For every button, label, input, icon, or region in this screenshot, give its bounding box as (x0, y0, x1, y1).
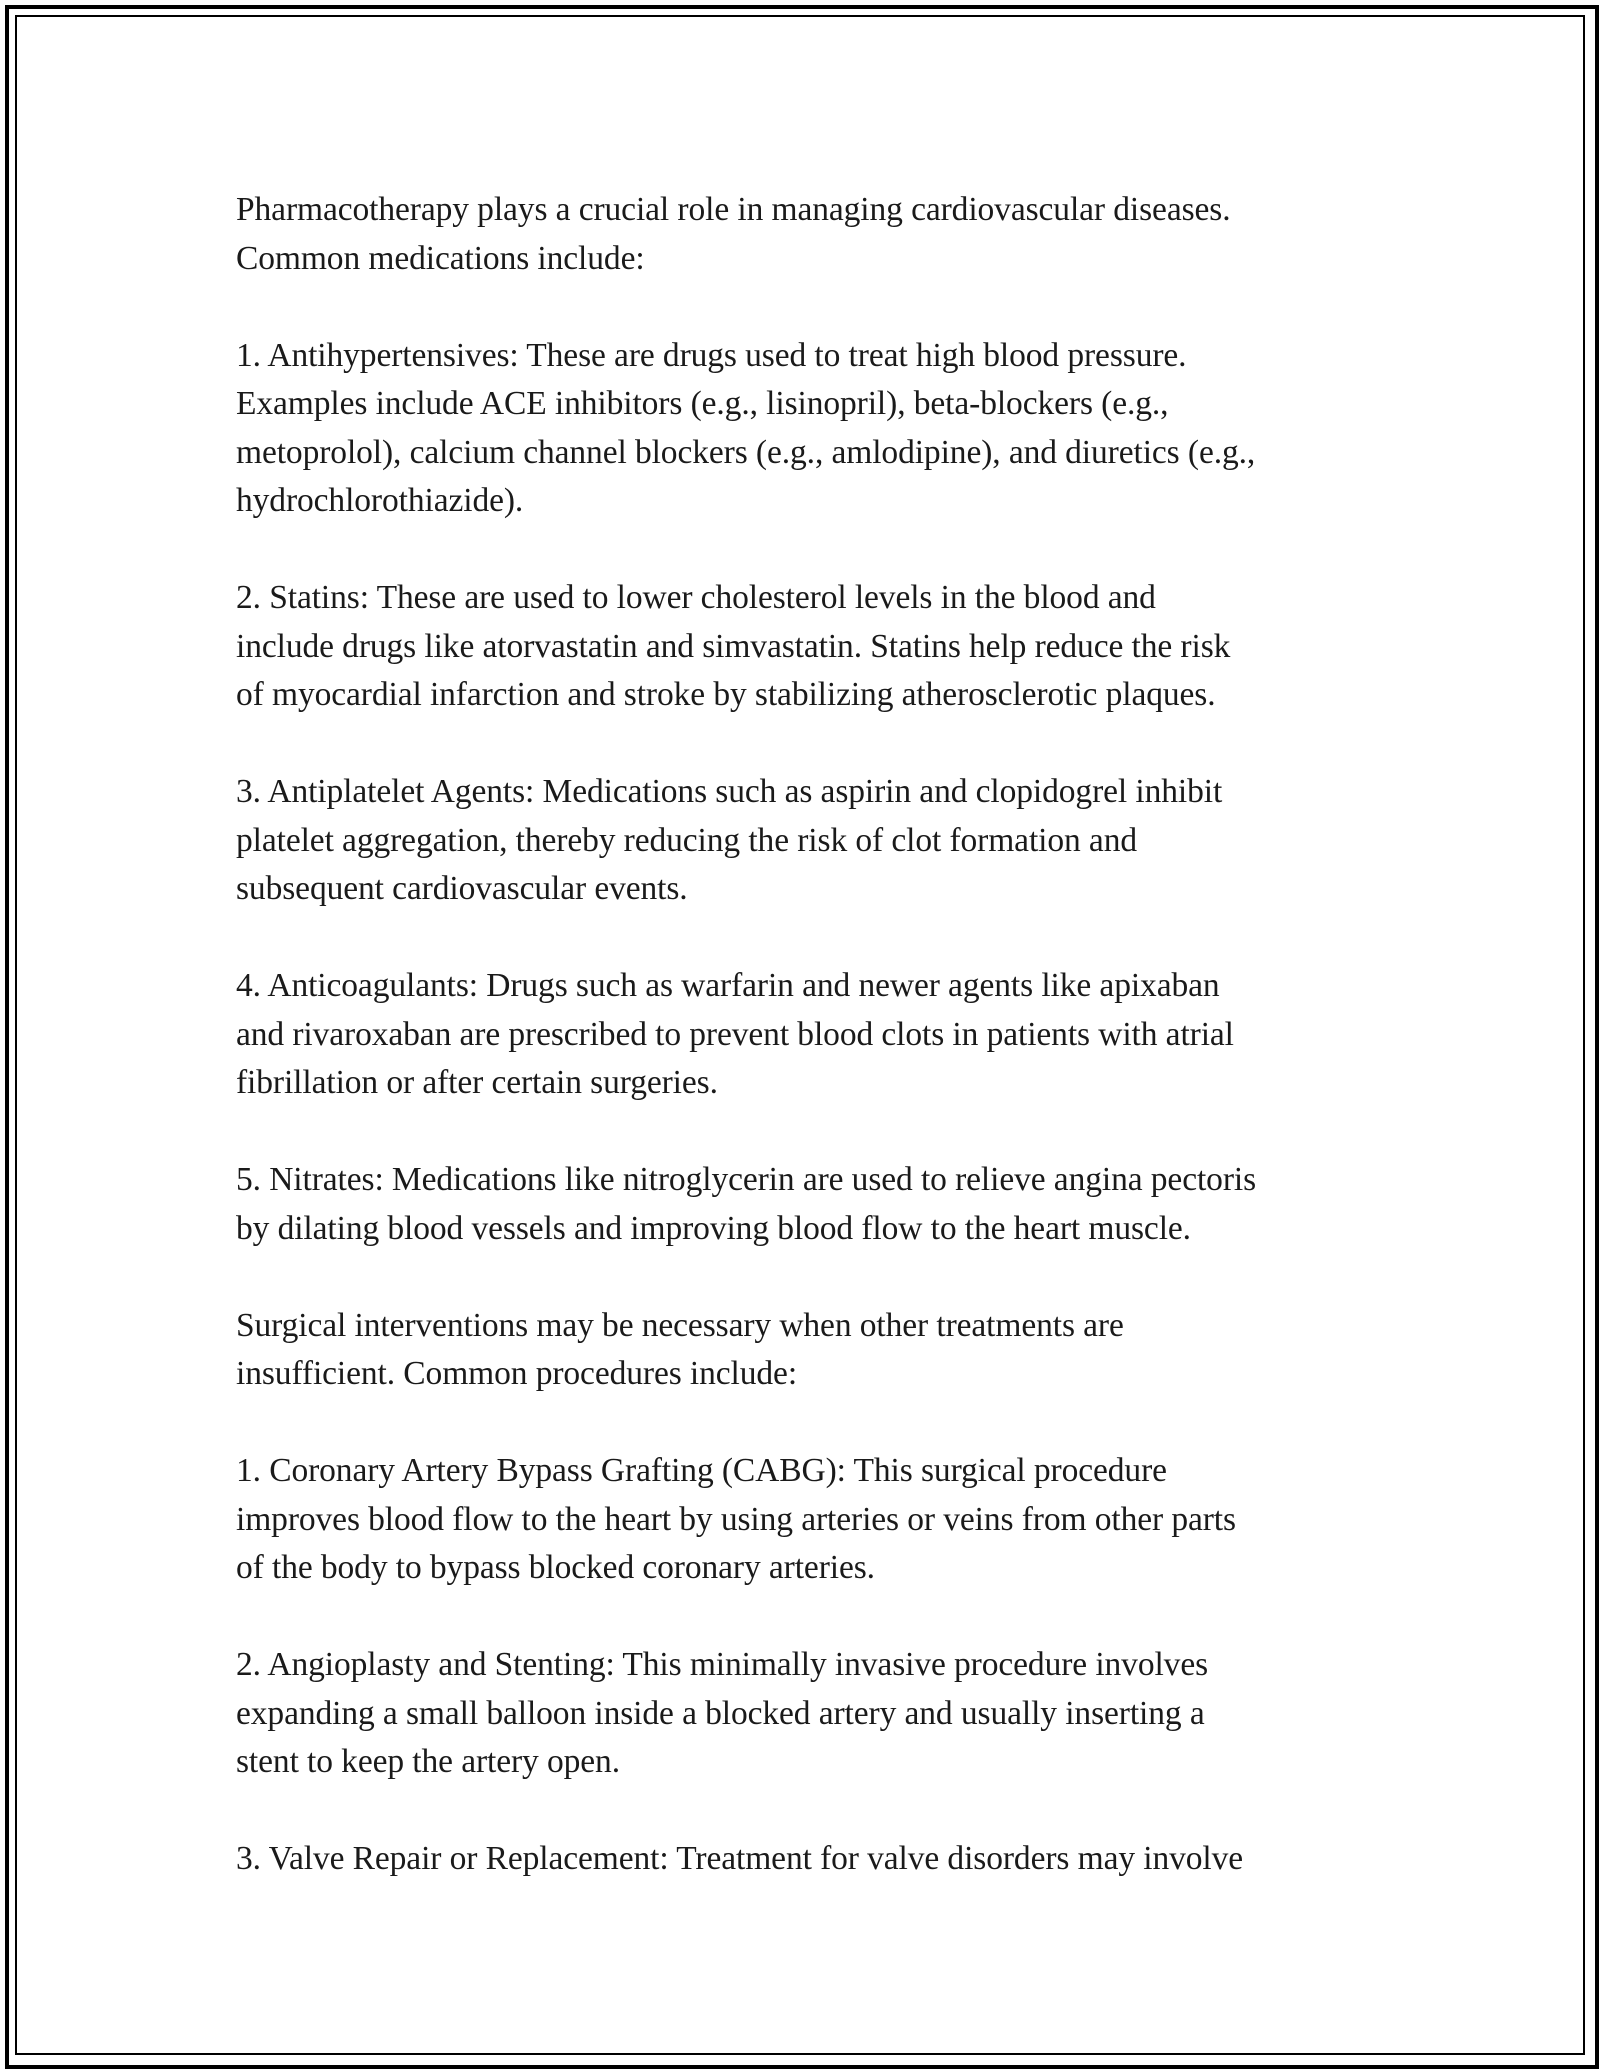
antiplatelet-agents-paragraph: 3. Antiplatelet Agents: Medications such as aspirin and clopidogrel inhibit platelet aggregation, thereby reducing the risk of clot formation and subsequent cardiovascular events. (236, 773, 1223, 907)
anticoagulants-paragraph: 4. Anticoagulants: Drugs such as warfarin and newer agents like apixaban and rivaroxaban are prescribed to prevent blood clots in patients with atrial fibrillation or after certain surgeries. (236, 967, 1234, 1101)
intro-pharmacotherapy-paragraph: Pharmacotherapy plays a crucial role in managing cardiovascular diseases. Common medications include: (236, 191, 1231, 277)
valve-repair-paragraph: 3. Valve Repair or Replacement: Treatment for valve disorders may involve (236, 1840, 1244, 1877)
angioplasty-stenting-paragraph: 2. Angioplasty and Stenting: This minimally invasive procedure involves expanding a small balloon inside a blocked artery and usually inserting a stent to keep the artery open. (236, 1646, 1209, 1780)
statins-paragraph: 2. Statins: These are used to lower cholesterol levels in the blood and include drugs like atorvastatin and simvastatin. Statins help reduce the risk of myocardial infarction and stroke by stabilizing atherosclerotic plaques. (236, 579, 1231, 713)
document-body (236, 186, 1370, 1884)
nitrates-paragraph: 5. Nitrates: Medications like nitroglycerin are used to relieve angina pectoris by dilating blood vessels and improving blood flow to the heart muscle. (236, 1161, 1257, 1247)
cabg-paragraph: 1. Coronary Artery Bypass Grafting (CABG): This surgical procedure improves blood flow to the heart by using arteries or veins from other parts of the body to bypass blocked coronary arteries. (236, 1452, 1236, 1586)
intro-surgical-paragraph: Surgical interventions may be necessary when other treatments are insufficient. Common procedures include: (236, 1306, 1124, 1392)
antihypertensives-paragraph: 1. Antihypertensives: These are drugs used to treat high blood pressure. Examples include ACE inhibitors (e.g., lisinopril), beta-blockers (e.g., metoprolol), calcium channel blockers (e.g., amlodipine), and diuretics (e.g., hydrochlorothiazide). (236, 336, 1256, 519)
